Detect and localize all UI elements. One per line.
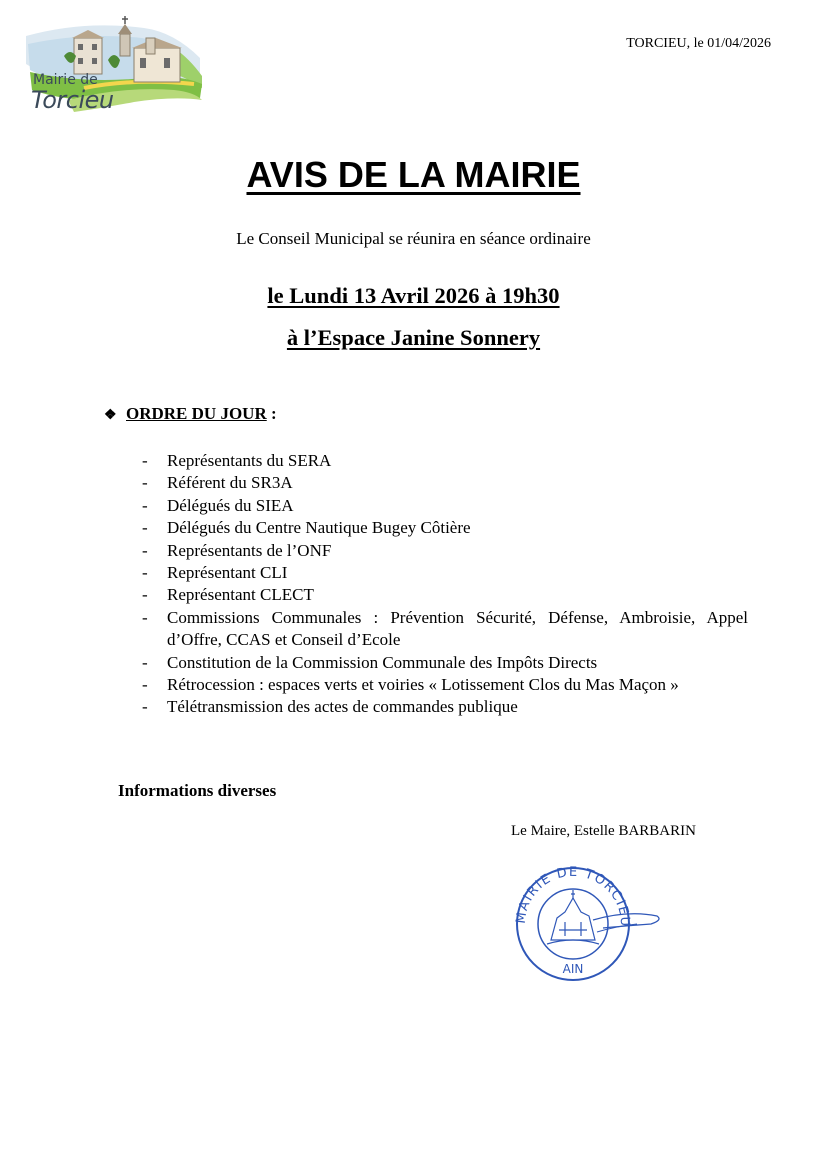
title-text: AVIS DE LA MAIRIE — [246, 154, 581, 195]
dash-marker: - — [142, 697, 148, 717]
agenda-item-text: Délégués du SIEA — [167, 495, 294, 515]
agenda-label: ORDRE DU JOUR — [126, 404, 267, 423]
agenda-item-text: Commissions Communales : Prévention Sécurité, Défense, Ambroisie, Appel d’Offre, CCAS et Conseil d’Ecole — [167, 607, 748, 650]
agenda-item-text: Rétrocession : espaces verts et voiries « Lotissement Clos du Mas Maçon » — [167, 675, 679, 695]
dash-marker: - — [142, 652, 148, 672]
dash-marker: - — [142, 563, 148, 583]
dash-marker: - — [142, 585, 148, 605]
agenda-list — [142, 450, 748, 719]
meeting-location — [0, 325, 827, 351]
official-stamp — [507, 864, 667, 984]
dash-marker: - — [142, 540, 148, 560]
stamp-seal-icon — [507, 864, 667, 984]
agenda-item-text: Constitution de la Commission Communale des Impôts Directs — [167, 652, 598, 672]
list-item — [142, 607, 748, 652]
agenda-item-text: Représentants du SERA — [167, 451, 332, 470]
dash-marker: - — [142, 518, 148, 538]
dash-marker: - — [142, 495, 148, 515]
list-item — [142, 450, 748, 472]
town-logo — [24, 14, 204, 120]
logo-text-line1: Mairie de — [33, 72, 98, 88]
logo-text-line2: Torcieu — [31, 86, 114, 114]
agenda-item-text: Représentant CLI — [167, 563, 288, 583]
meeting-location-text: à l’Espace Janine Sonnery — [286, 325, 541, 350]
stamp-bottom-text: AIN — [562, 962, 584, 976]
mayor-signature: Le Maire, Estelle BARBARIN — [511, 823, 696, 839]
agenda-label-suffix: : — [266, 404, 277, 423]
agenda-item-text: Délégués du Centre Nautique Bugey Côtière — [167, 518, 471, 538]
document-date: TORCIEU, le 01/04/2026 — [626, 36, 771, 51]
list-item — [142, 472, 748, 494]
dash-marker: - — [142, 675, 148, 695]
agenda-item-text: Représentants de l’ONF — [167, 540, 332, 560]
list-item — [142, 562, 748, 584]
list-item — [142, 584, 748, 606]
list-item — [142, 540, 748, 562]
intro-text: Le Conseil Municipal se réunira en séance ordinaire — [236, 229, 591, 248]
list-item — [142, 517, 748, 539]
agenda-item-text: Télétransmission des actes de commandes publique — [167, 697, 518, 717]
meeting-intro — [0, 229, 827, 249]
agenda-item-text: Représentant CLECT — [167, 585, 314, 605]
list-item — [142, 495, 748, 517]
misc-information-heading: Informations diverses — [118, 781, 277, 800]
list-item — [142, 652, 748, 674]
dash-marker: - — [142, 607, 148, 627]
meeting-date — [0, 283, 827, 309]
meeting-date-text: le Lundi 13 Avril 2026 à 19h30 — [267, 283, 560, 308]
list-item — [142, 674, 748, 696]
agenda-heading — [104, 404, 277, 424]
diamond-bullet-icon: ❖ — [104, 408, 117, 423]
dash-marker: - — [142, 451, 148, 470]
stamp-top-text: MAIRIE DE TORCIEU — [513, 864, 633, 928]
page-title — [0, 154, 827, 196]
list-item — [142, 696, 748, 718]
agenda-item-text: Référent du SR3A — [167, 473, 293, 493]
dash-marker: - — [142, 473, 148, 493]
